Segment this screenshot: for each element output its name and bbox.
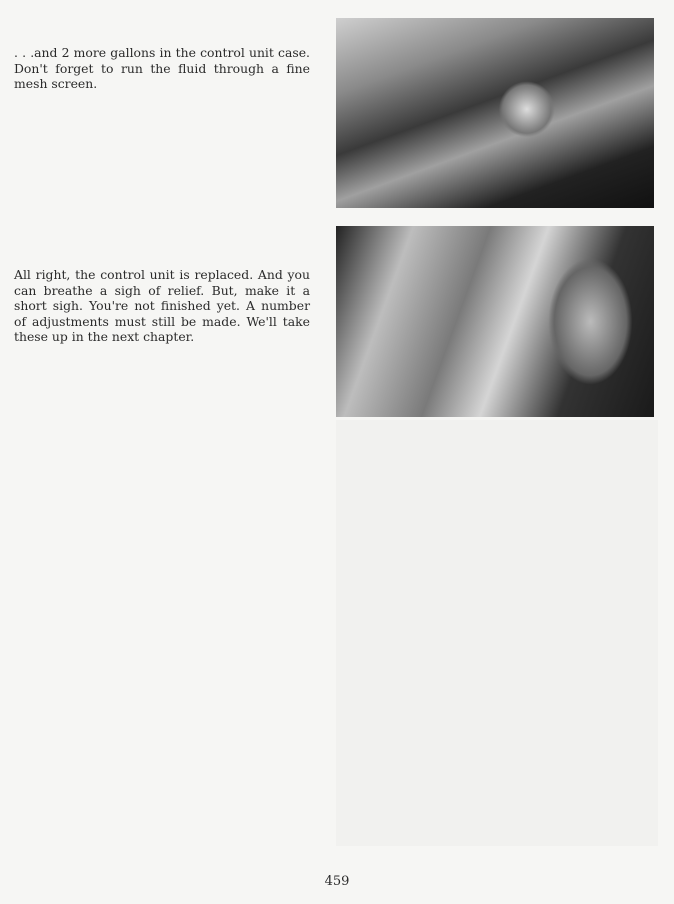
page-number: 459: [324, 874, 350, 889]
photo-control-unit-installed: [336, 226, 654, 417]
paragraph-fluid-instructions: . . .and 2 more gallons in the control unit case. Don't forget to run the fluid through a fine mesh screen.: [14, 45, 310, 92]
bleed-through-area: [336, 420, 658, 846]
paragraph-control-unit-replaced: All right, the control unit is replaced. And you can breathe a sigh of relief. But, make it a short sigh. You're not finished yet. A number of adjustments must still be made. We'll take these up in the next chapter.: [14, 267, 310, 345]
photo-pouring-fluid: [336, 18, 654, 208]
